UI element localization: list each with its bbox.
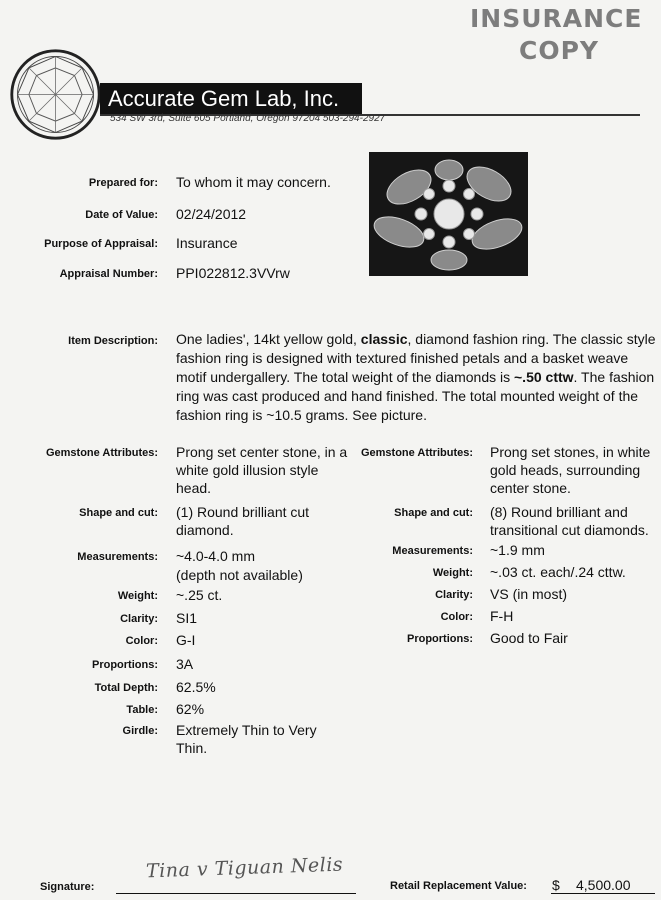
date-of-value-label: Date of Value: <box>85 209 158 221</box>
center-total-depth-label: Total Depth: <box>94 682 158 694</box>
center-proportions-label: Proportions: <box>92 659 158 671</box>
appraisal-number: PPI022812.3VVrw <box>176 265 290 281</box>
purpose-value: Insurance <box>176 235 238 251</box>
side-clarity-value: VS (in most) <box>490 586 568 602</box>
center-attributes-value: Prong set center stone, in a white gold illusion style head. <box>176 444 348 496</box>
center-color-value: G-I <box>176 632 196 648</box>
item-description: One ladies', 14kt yellow gold, classic, diamond fashion ring. The classic style fashion ring is designed with textured finished petals and a basket weave motif undergallery. The total weight of the diamonds is ~.50 cttw. The fashion ring was cast produced and hand finished. The total mounted weight of the fashion ring is ~10.5 grams. See picture. <box>176 331 656 423</box>
center-measurements-note: (depth not available) <box>176 567 303 583</box>
signature-label: Signature: <box>40 881 95 893</box>
insurance-stamp: INSURANCE <box>470 4 643 33</box>
side-measurements-label: Measurements: <box>392 545 473 557</box>
side-attributes-label: Gemstone Attributes: <box>360 447 473 459</box>
center-girdle-label: Girdle: <box>122 725 158 737</box>
center-measurements-value: ~4.0-4.0 mm <box>176 548 255 564</box>
copy-stamp: COPY <box>519 36 600 65</box>
side-color-label: Color: <box>440 611 473 623</box>
center-table-value: 62% <box>176 701 205 717</box>
company-address: 534 SW 3rd, Suite 605 Portland, Oregon 97204 503-294-2927 <box>110 113 386 124</box>
center-color-label: Color: <box>125 635 158 647</box>
center-attributes-label: Gemstone Attributes: <box>45 447 158 459</box>
side-clarity-label: Clarity: <box>435 589 473 601</box>
appraisal-number-label: Appraisal Number: <box>59 268 158 280</box>
center-measurements-label: Measurements: <box>77 551 158 563</box>
currency-symbol: $ <box>552 877 560 893</box>
center-weight-label: Weight: <box>117 590 158 602</box>
center-proportions-value: 3A <box>176 656 194 672</box>
prepared-for-value: To whom it may concern. <box>176 174 331 190</box>
side-proportions-label: Proportions: <box>407 633 473 645</box>
side-weight-label: Weight: <box>432 567 473 579</box>
side-attributes-value: Prong set stones, in white gold heads, surrounding center stone. <box>490 444 651 496</box>
side-weight-value: ~.03 ct. each/.24 cttw. <box>490 564 626 580</box>
company-name: Accurate Gem Lab, Inc. <box>100 83 362 114</box>
signature-line <box>116 893 356 894</box>
prepared-for-label: Prepared for: <box>88 177 158 189</box>
date-of-value: 02/24/2012 <box>176 206 247 222</box>
center-clarity-label: Clarity: <box>120 613 158 625</box>
center-clarity-value: SI1 <box>176 610 198 626</box>
center-table-label: Table: <box>126 704 158 716</box>
side-shape-value: (8) Round brilliant and transitional cut diamonds. <box>490 504 649 538</box>
item-description-label: Item Description: <box>68 335 158 347</box>
gem-logo-icon <box>8 47 103 142</box>
ring-photo <box>369 152 528 276</box>
side-shape-label: Shape and cut: <box>394 507 473 519</box>
value-line <box>551 893 655 894</box>
center-weight-value: ~.25 ct. <box>176 587 223 603</box>
replacement-value-label: Retail Replacement Value: <box>390 880 527 892</box>
signature: Tina v Tiguan Nelis <box>145 853 344 883</box>
replacement-value: 4,500.00 <box>576 877 631 893</box>
side-color-value: F-H <box>490 608 514 624</box>
purpose-label: Purpose of Appraisal: <box>44 238 158 250</box>
center-total-depth-value: 62.5% <box>176 679 216 695</box>
side-proportions-value: Good to Fair <box>490 630 568 646</box>
center-shape-value: (1) Round brilliant cut diamond. <box>176 504 310 538</box>
center-shape-label: Shape and cut: <box>79 507 158 519</box>
center-girdle-value: Extremely Thin to Very Thin. <box>176 722 317 756</box>
side-measurements-value: ~1.9 mm <box>490 542 545 558</box>
